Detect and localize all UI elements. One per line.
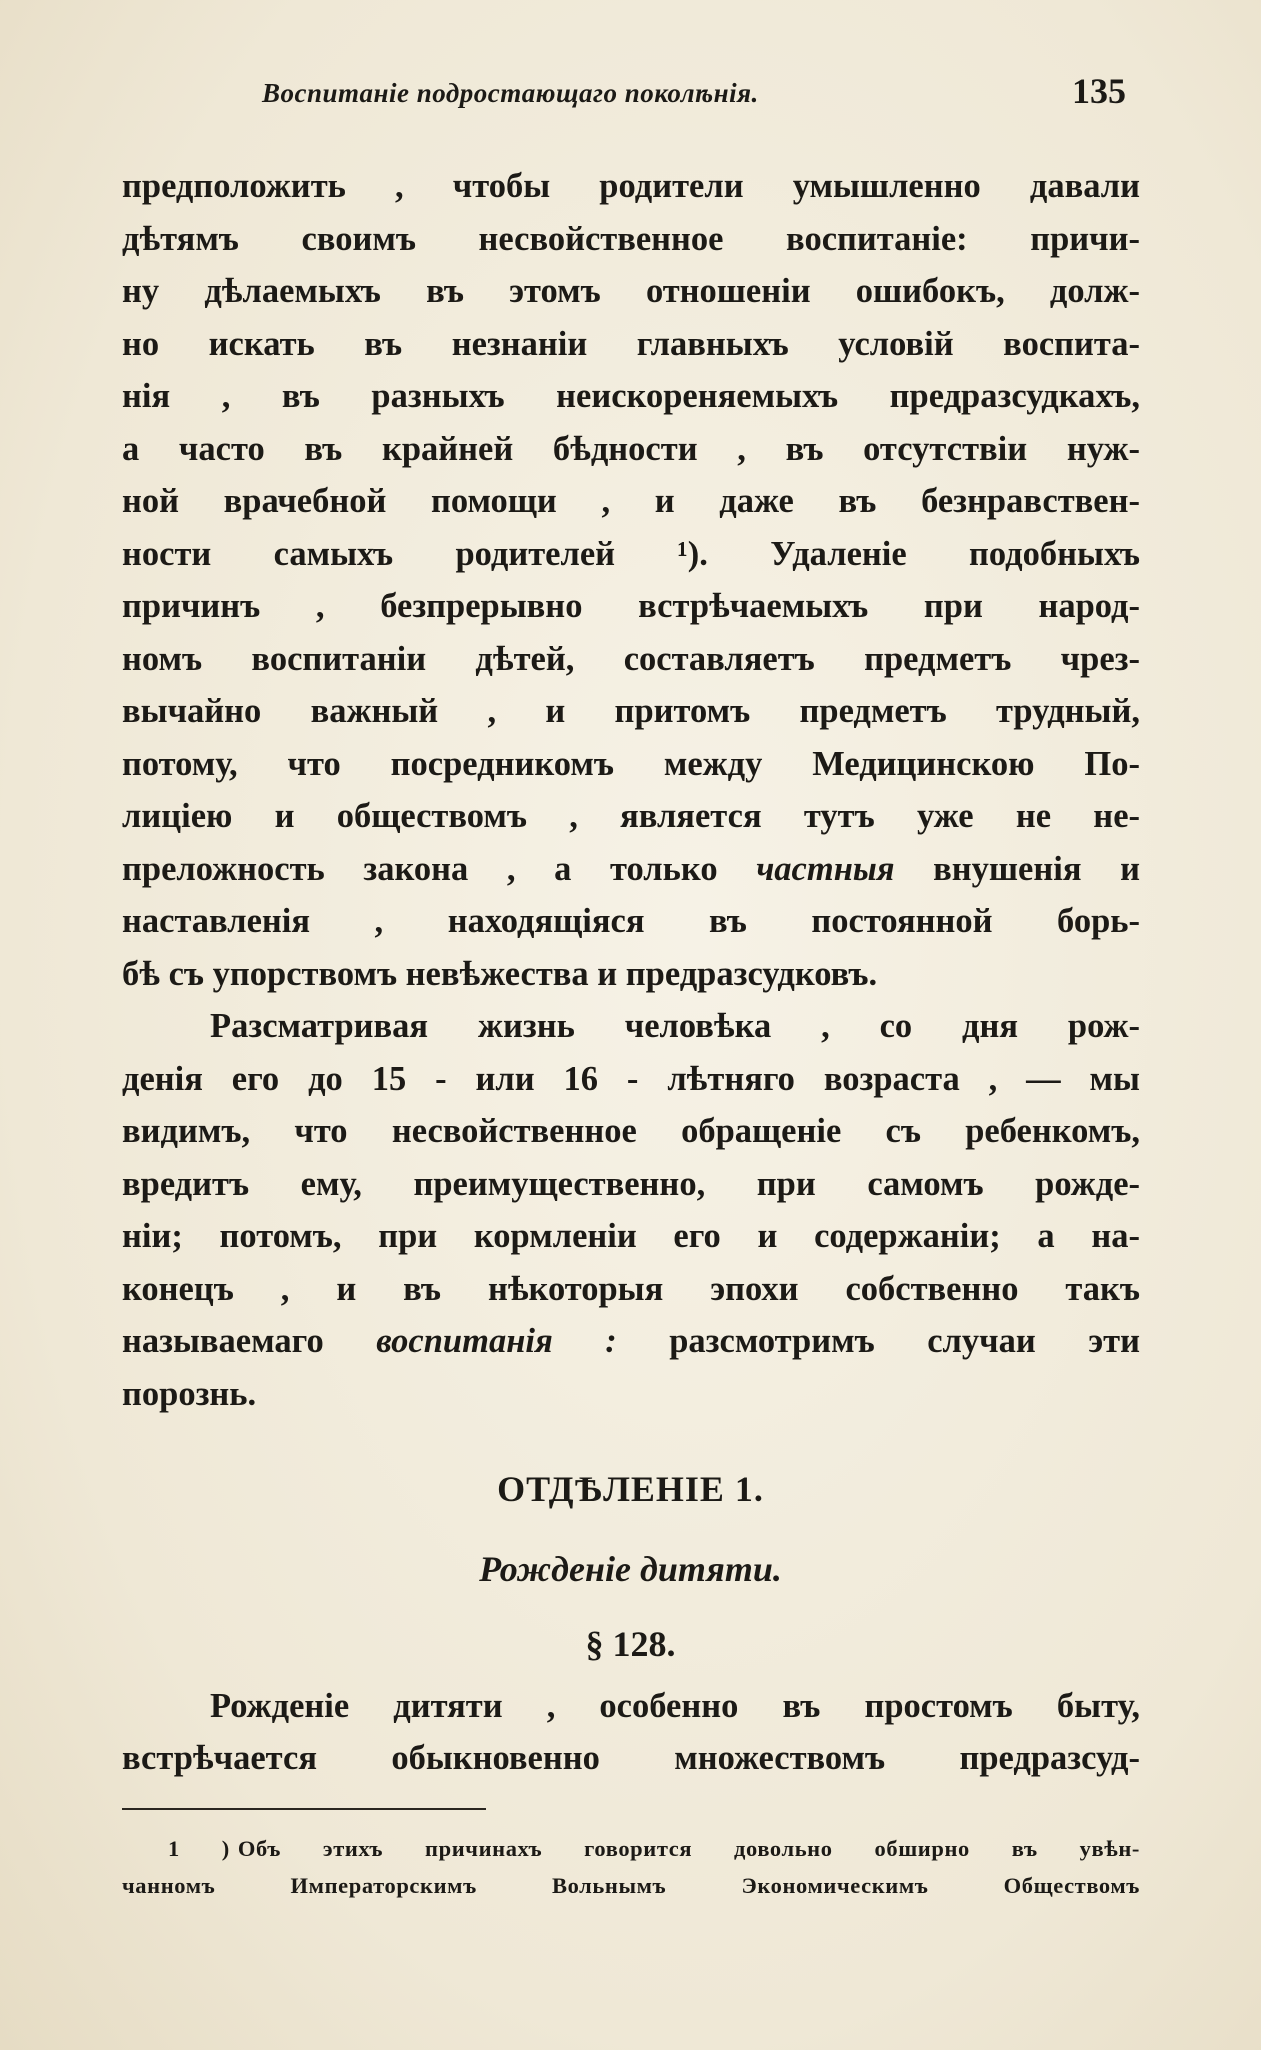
footnote-divider bbox=[122, 1808, 486, 1810]
paragraph-number: § 128. bbox=[585, 1624, 676, 1664]
text-line: ности самыхъ родителей ¹). Удаленіе подобныхъ bbox=[122, 534, 1140, 573]
text-line: видимъ, что несвойственное обращеніе съ ребенкомъ, bbox=[122, 1112, 1140, 1150]
main-text bbox=[122, 160, 1140, 1420]
emphasis-word: частныя bbox=[756, 849, 895, 888]
paragraph-1 bbox=[122, 160, 1140, 1000]
text-line: нія , въ разныхъ неискореняемыхъ предразсудкахъ, bbox=[122, 377, 1140, 415]
text-line: ну дѣлаемыхъ въ этомъ отношеніи ошибокъ, долж- bbox=[122, 272, 1140, 310]
text-line-with-emphasis bbox=[122, 1315, 1140, 1368]
text-line: ніи; потомъ, при кормленіи его и содержаніи; а на- bbox=[122, 1217, 1140, 1255]
text-line: денія его до 15 - или 16 - лѣтняго возраста , — мы bbox=[122, 1059, 1140, 1098]
text-segment: преложность закона , а только bbox=[122, 849, 757, 888]
text-line: номъ воспитаніи дѣтей, составляетъ предметъ чрез- bbox=[122, 639, 1140, 678]
text-line: потому, что посредникомъ между Медицинскою По- bbox=[122, 744, 1140, 783]
paragraph-2 bbox=[122, 1000, 1140, 1420]
text-line: конецъ , и въ нѣкоторыя эпохи собственно такъ bbox=[122, 1269, 1140, 1308]
text-line: порознь. bbox=[122, 1374, 257, 1413]
text-line: а часто въ крайней бѣдности , въ отсутствіи нуж- bbox=[122, 429, 1140, 468]
text-line: бѣ съ упорствомъ невѣжества и предразсудковъ. bbox=[122, 954, 878, 993]
footnote-text: Объ этихъ причинахъ говорится довольно обширно въ увѣн- bbox=[237, 1836, 1140, 1861]
section-subtitle: Рожденіе дитяти. bbox=[479, 1549, 782, 1589]
text-line: вредитъ ему, преимущественно, при самомъ рожде- bbox=[122, 1164, 1140, 1203]
footnote-marker: 1 ) bbox=[168, 1836, 230, 1861]
text-line: Рожденіе дитяти , особенно въ простомъ быту, bbox=[210, 1687, 1140, 1725]
text-line: Разсматривая жизнь человѣка , со дня рож- bbox=[210, 1007, 1140, 1045]
emphasis-word: воспитанія : bbox=[376, 1322, 617, 1360]
text-line: наставленія , находящіяся въ постоянной борь- bbox=[122, 902, 1140, 940]
running-head: Воспитаніе подростающаго поколѣнія. bbox=[262, 78, 759, 108]
text-segment: внушенія и bbox=[894, 849, 1140, 888]
text-line: причинъ , безпрерывно встрѣчаемыхъ при народ- bbox=[122, 587, 1140, 625]
footnote-line bbox=[122, 1830, 1140, 1867]
text-line: ной врачебной помощи , и даже въ безнравствен- bbox=[122, 482, 1140, 520]
text-line-with-emphasis bbox=[122, 843, 1140, 896]
text-segment: разсмотримъ случаи эти bbox=[616, 1322, 1140, 1360]
text-line: дѣтямъ своимъ несвойственное воспитаніе: причи- bbox=[122, 219, 1140, 258]
page-number: 135 bbox=[1072, 71, 1126, 111]
paragraph-3 bbox=[122, 1680, 1140, 1784]
text-segment: называемаго bbox=[122, 1322, 377, 1360]
footnote bbox=[122, 1830, 1140, 1904]
text-line: встрѣчается обыкновенно множествомъ предразсуд- bbox=[122, 1739, 1140, 1777]
text-line: вычайно важный , и притомъ предметъ трудный, bbox=[122, 692, 1140, 730]
section-heading: ОТДѢЛЕНІЕ 1. bbox=[497, 1469, 764, 1509]
footnote-line: чанномъ Императорскимъ Вольнымъ Экономическимъ Обществомъ bbox=[122, 1873, 1140, 1898]
text-line: но искать въ незнаніи главныхъ условій воспита- bbox=[122, 324, 1140, 363]
text-line: предположить , чтобы родители умышленно давали bbox=[122, 167, 1140, 205]
text-line: лиціею и обществомъ , является тутъ уже не не- bbox=[122, 797, 1140, 835]
